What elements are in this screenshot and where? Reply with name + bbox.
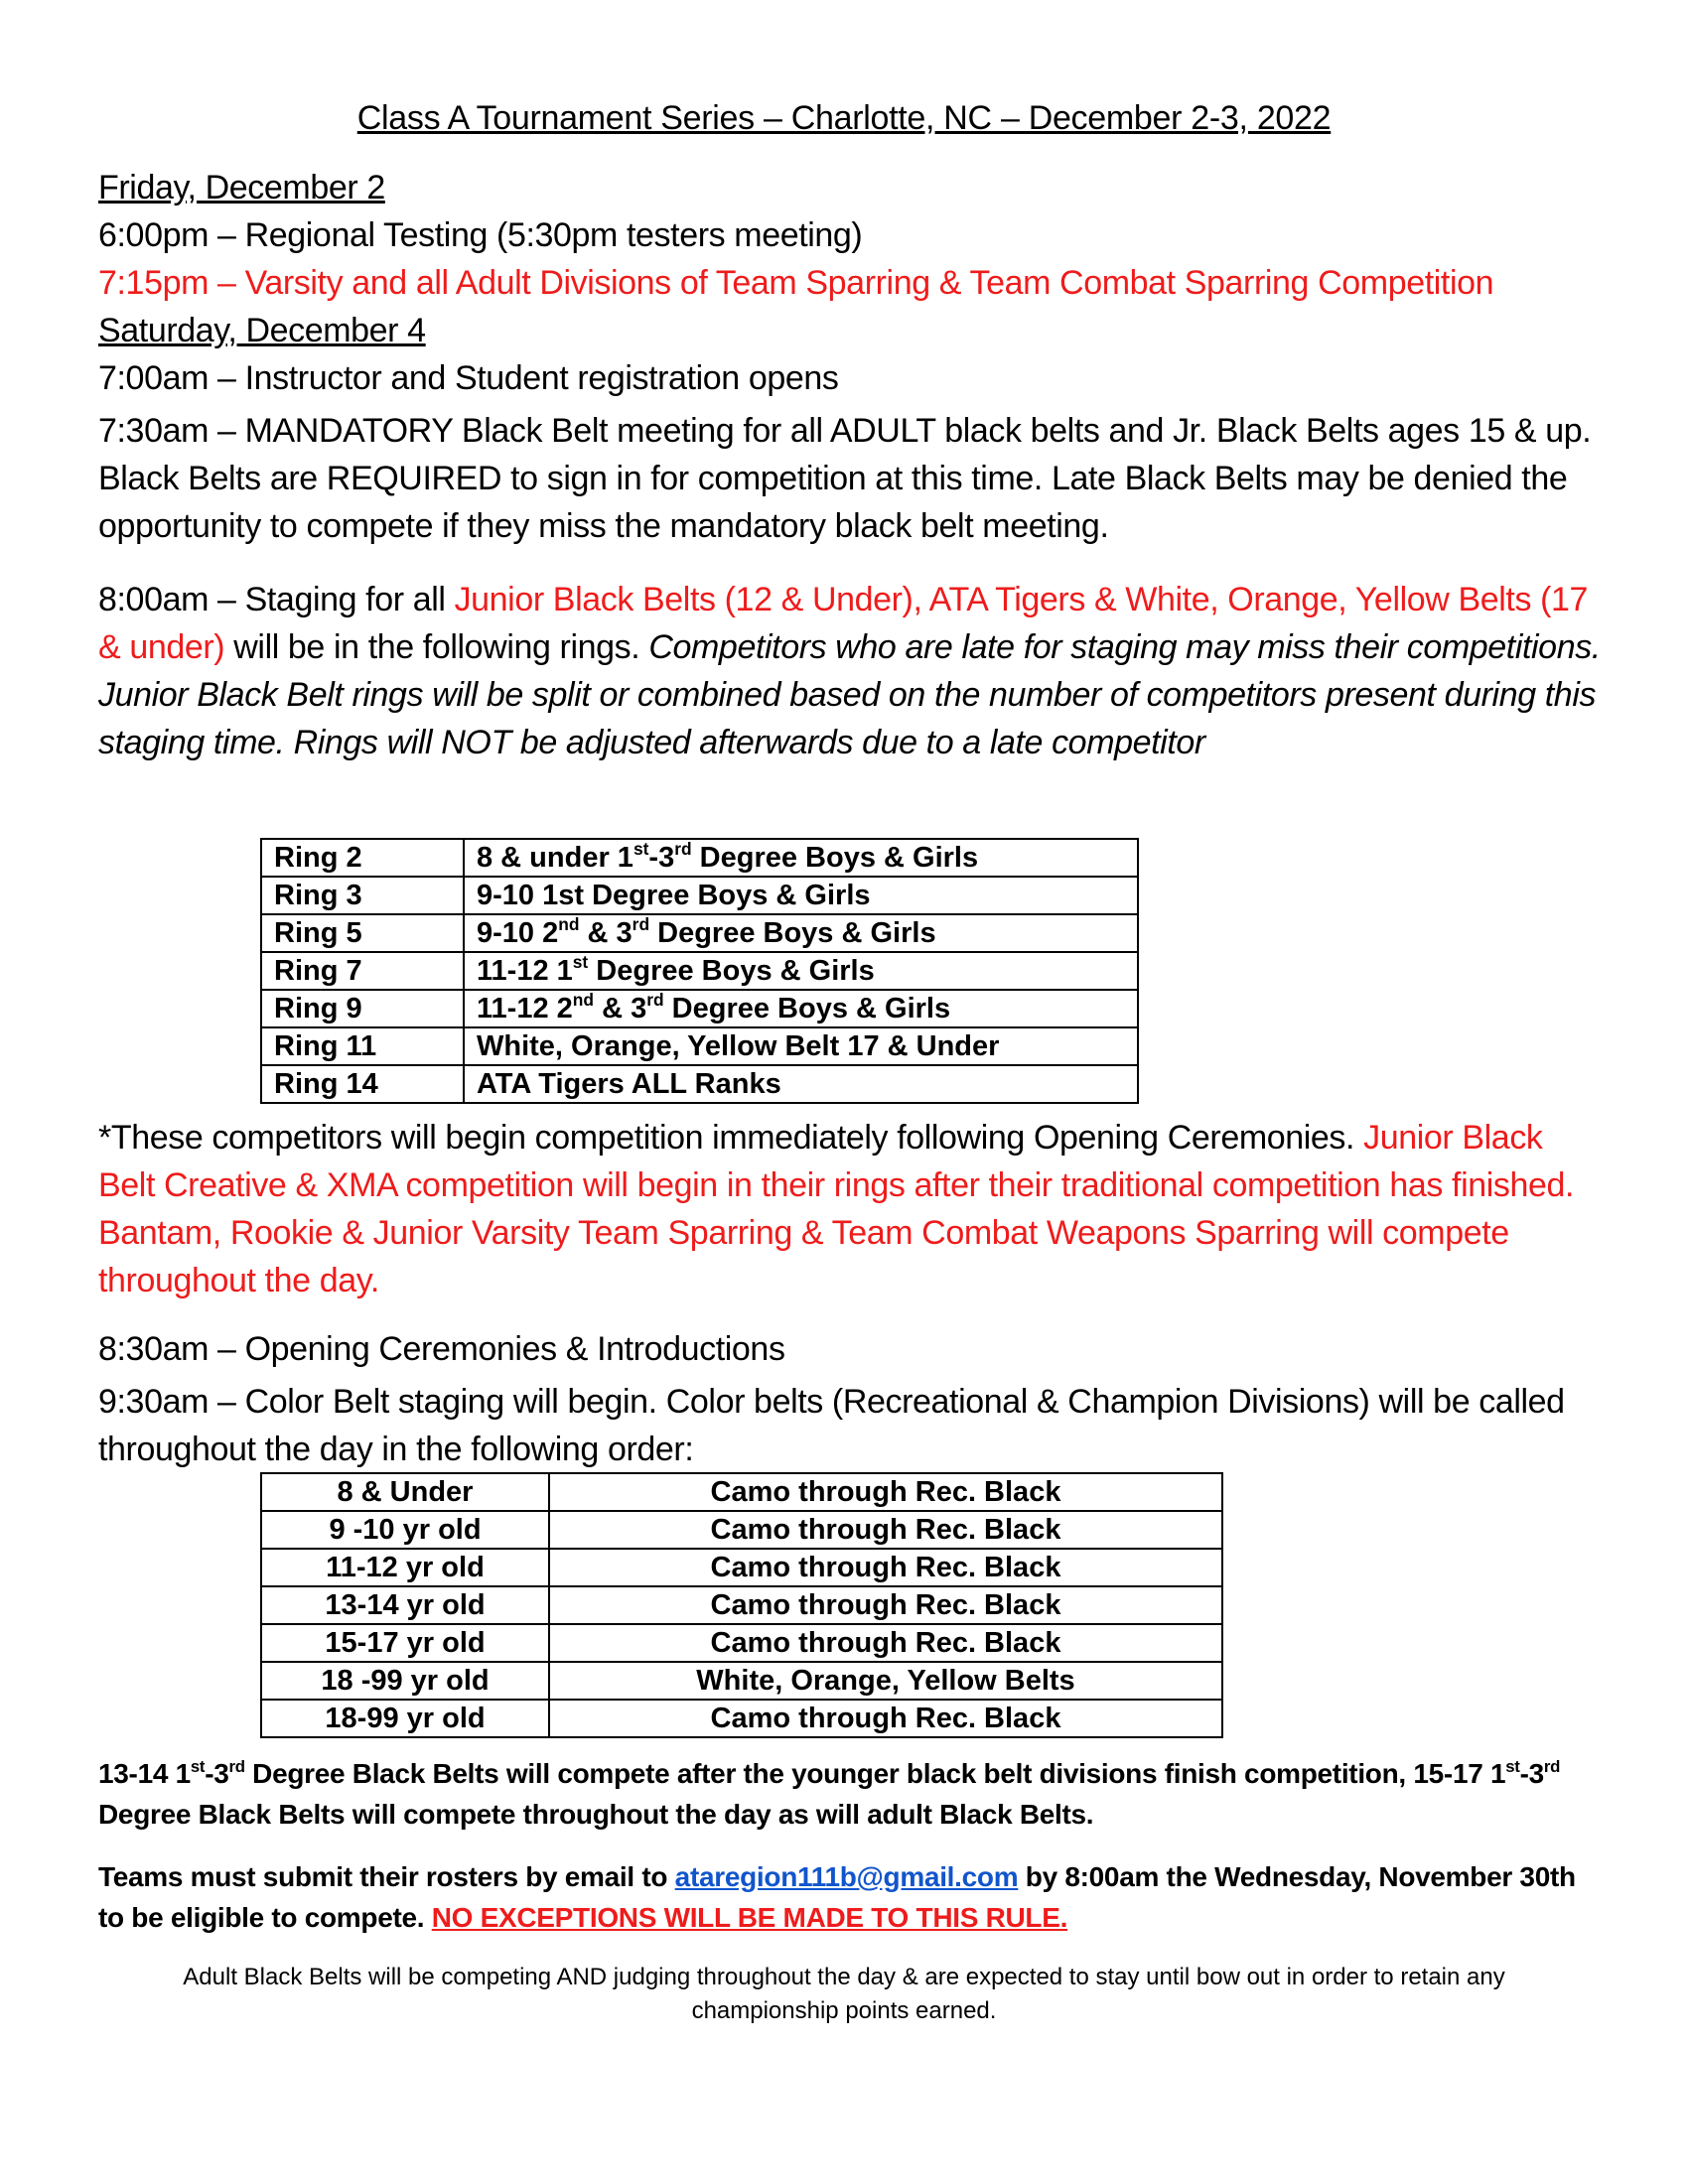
color-belt-row	[261, 1511, 1222, 1549]
no-exceptions-warning: NO EXCEPTIONS WILL BE MADE TO THIS RULE.	[431, 1902, 1068, 1933]
belt-range: Camo through Rec. Black	[549, 1700, 1222, 1737]
ring-name: Ring 7	[261, 952, 464, 990]
saturday-heading: Saturday, December 4	[98, 312, 426, 349]
belt-range: Camo through Rec. Black	[549, 1473, 1222, 1511]
staging-prefix: 8:00am – Staging for all	[98, 581, 455, 618]
age-group: 18-99 yr old	[261, 1700, 549, 1737]
rosters-note: Teams must submit their rosters by email to ataregion111b@gmail.com by 8:00am the Wednesday, November 30th to be eligible to compete. NO EXCEPTIONS WILL BE MADE TO THIS RULE.	[98, 1861, 1576, 1933]
friday-heading: Friday, December 2	[98, 169, 385, 206]
after-rings-red-note: Junior Black Belt Creative & XMA competition will begin in their rings after their traditional competition has finished. Bantam, Rookie & Junior Varsity Team Sparring & Team Combat Weapons Sparring will compete throughout the day.	[98, 1119, 1575, 1299]
friday-item-testing: 6:00pm – Regional Testing (5:30pm testers meeting)	[98, 216, 863, 254]
belt-range: Camo through Rec. Black	[549, 1624, 1222, 1662]
color-belt-table	[260, 1472, 1223, 1738]
ring-division: 11-12 2nd & 3rd Degree Boys & Girls	[464, 990, 1138, 1027]
color-belt-row	[261, 1549, 1222, 1586]
color-belt-row	[261, 1586, 1222, 1624]
age-group: 18 -99 yr old	[261, 1662, 549, 1700]
degree-note: 13-14 1st-3rd Degree Black Belts will compete after the younger black belt divisions finish competition, 15-17 1st-3rd Degree Black Belts will compete throughout the day as will adult Black Belts.	[98, 1756, 1561, 1830]
ring-row	[261, 990, 1138, 1027]
ring-division: 9-10 1st Degree Boys & Girls	[464, 877, 1138, 914]
ring-name: Ring 14	[261, 1065, 464, 1103]
ring-row	[261, 839, 1138, 877]
ring-name: Ring 5	[261, 914, 464, 952]
ring-row	[261, 1065, 1138, 1103]
color-belt-row	[261, 1624, 1222, 1662]
belt-range: Camo through Rec. Black	[549, 1586, 1222, 1624]
after-rings-note: *These competitors will begin competition immediately following Opening Ceremonies.	[98, 1119, 1364, 1157]
age-group: 9 -10 yr old	[261, 1511, 549, 1549]
belt-range: Camo through Rec. Black	[549, 1511, 1222, 1549]
color-belt-row	[261, 1473, 1222, 1511]
saturday-item-registration: 7:00am – Instructor and Student registration opens	[98, 359, 839, 397]
belt-range: Camo through Rec. Black	[549, 1549, 1222, 1586]
ring-row	[261, 1027, 1138, 1065]
friday-item-sparring: 7:15pm – Varsity and all Adult Divisions of Team Sparring & Team Combat Sparring Competition	[98, 264, 1494, 302]
email-link[interactable]: ataregion111b@gmail.com	[674, 1861, 1019, 1892]
age-group: 11-12 yr old	[261, 1549, 549, 1586]
ring-row	[261, 877, 1138, 914]
ring-division: 9-10 2nd & 3rd Degree Boys & Girls	[464, 914, 1138, 952]
ring-name: Ring 2	[261, 839, 464, 877]
ring-division: ATA Tigers ALL Ranks	[464, 1065, 1138, 1103]
ring-name: Ring 11	[261, 1027, 464, 1065]
staging-paragraph	[98, 576, 1608, 766]
footer-note: Adult Black Belts will be competing AND judging throughout the day & are expected to stay until bow out in order to retain any championship points earned.	[183, 1964, 1505, 2024]
saturday-item-bb-meeting: 7:30am – MANDATORY Black Belt meeting for all ADULT black belts and Jr. Black Belts ages 15 & up. Black Belts are REQUIRED to sign in for competition at this time. Late Black Belts may be denied the opportunity to compete if they miss the mandatory black belt meeting.	[98, 412, 1592, 545]
staging-warning: Competitors who are late for staging may miss their competitions. Junior Black Belt rings will be split or combined based on the number of competitors present during this staging time. Rings will NOT be adjusted afterwards due to a late competitor	[98, 628, 1601, 761]
page-title: Class A Tournament Series – Charlotte, NC – December 2-3, 2022	[356, 99, 1332, 137]
ring-row	[261, 952, 1138, 990]
age-group: 15-17 yr old	[261, 1624, 549, 1662]
ring-row	[261, 914, 1138, 952]
age-group: 8 & Under	[261, 1473, 549, 1511]
ring-table	[260, 838, 1139, 1104]
ring-division: White, Orange, Yellow Belt 17 & Under	[464, 1027, 1138, 1065]
opening-ceremonies: 8:30am – Opening Ceremonies & Introductions	[98, 1330, 785, 1368]
color-belt-row	[261, 1700, 1222, 1737]
after-rings-paragraph	[98, 1114, 1608, 1304]
staging-divisions: Junior Black Belts (12 & Under), ATA Tigers & White, Orange, Yellow Belts (17 & under)	[98, 581, 1589, 666]
color-belt-row	[261, 1662, 1222, 1700]
ring-division: 8 & under 1st-3rd Degree Boys & Girls	[464, 839, 1138, 877]
belt-range: White, Orange, Yellow Belts	[549, 1662, 1222, 1700]
age-group: 13-14 yr old	[261, 1586, 549, 1624]
ring-name: Ring 3	[261, 877, 464, 914]
color-belt-staging: 9:30am – Color Belt staging will begin. Color belts (Recreational & Champion Divisions) will be called throughout the day in the following order:	[98, 1383, 1565, 1468]
ring-name: Ring 9	[261, 990, 464, 1027]
staging-mid: will be in the following rings.	[224, 628, 649, 666]
ring-division: 11-12 1st Degree Boys & Girls	[464, 952, 1138, 990]
